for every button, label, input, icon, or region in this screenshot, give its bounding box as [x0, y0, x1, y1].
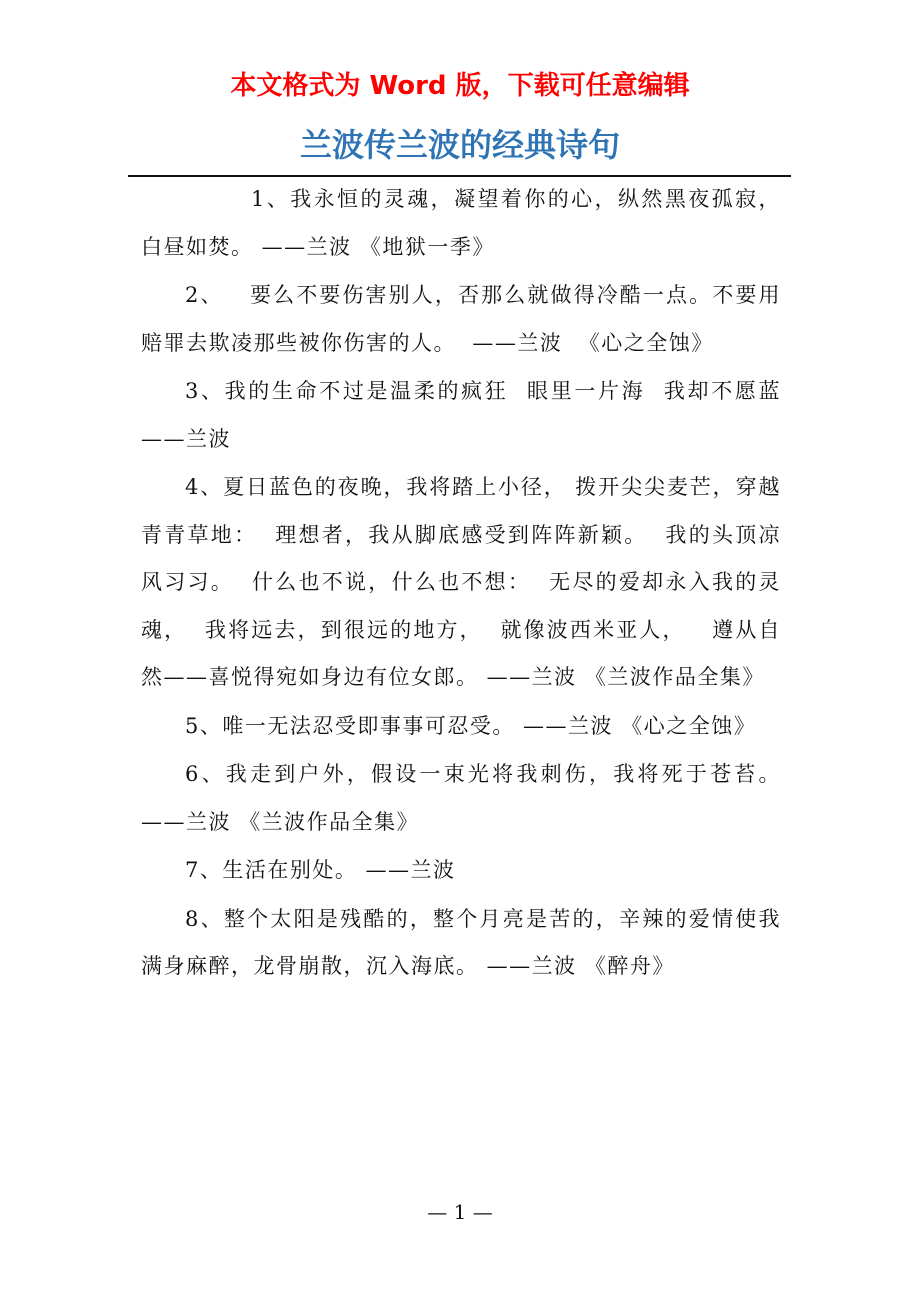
quote-paragraph-8: 8、整个太阳是残酷的，整个月亮是苦的，辛辣的爱情使我满身麻醉，龙骨崩散，沉入海底。 ——兰波 《醉舟》 [141, 906, 781, 978]
quote-paragraph-4: 4、夏日蓝色的夜晚，我将踏上小径， 拨开尖尖麦芒，穿越青青草地： 理想者，我从脚底感受到阵阵新颖。 我的头顶凉风习习。 什么也不说，什么也不想： 无尽的爱却永入我的灵魂， 我将远去，到很远的地方， 就像波西米亚人， 遵从自然——喜悦得宛如身边有位女郎。 ——兰波 《兰波作品全集》 [141, 475, 781, 689]
quote-paragraph-7: 7、生活在别处。 ——兰波 [185, 858, 456, 882]
quote-paragraph-6: 6、我走到户外，假设一束光将我刺伤，我将死于苍苔。 ——兰波 《兰波作品全集》 [141, 762, 790, 834]
quote-paragraph-1: 1、我永恒的灵魂，凝望着你的心，纵然黑夜孤寂，白昼如焚。 ——兰波 《地狱一季》 [141, 187, 781, 259]
document-title: 兰波传兰波的经典诗句 [299, 126, 620, 164]
quote-paragraph-5: 5、唯一无法忍受即事事可忍受。 ——兰波 《心之全蚀》 [185, 713, 757, 738]
download-notice-banner: 本文格式为 Word 版，下载可任意编辑 [230, 71, 690, 101]
quote-paragraph-2: 2、 要么不要伤害别人，否那么就做得冷酷一点。不要用赔罪去欺凌那些被你伤害的人。 ——兰波 《心之全蚀》 [141, 283, 781, 355]
document-body [141, 176, 790, 992]
quote-paragraph-3: 3、我的生命不过是温柔的疯狂 眼里一片海 我却不愿蓝 ——兰波 [141, 379, 790, 451]
page-number: — 1 — [427, 1200, 493, 1224]
